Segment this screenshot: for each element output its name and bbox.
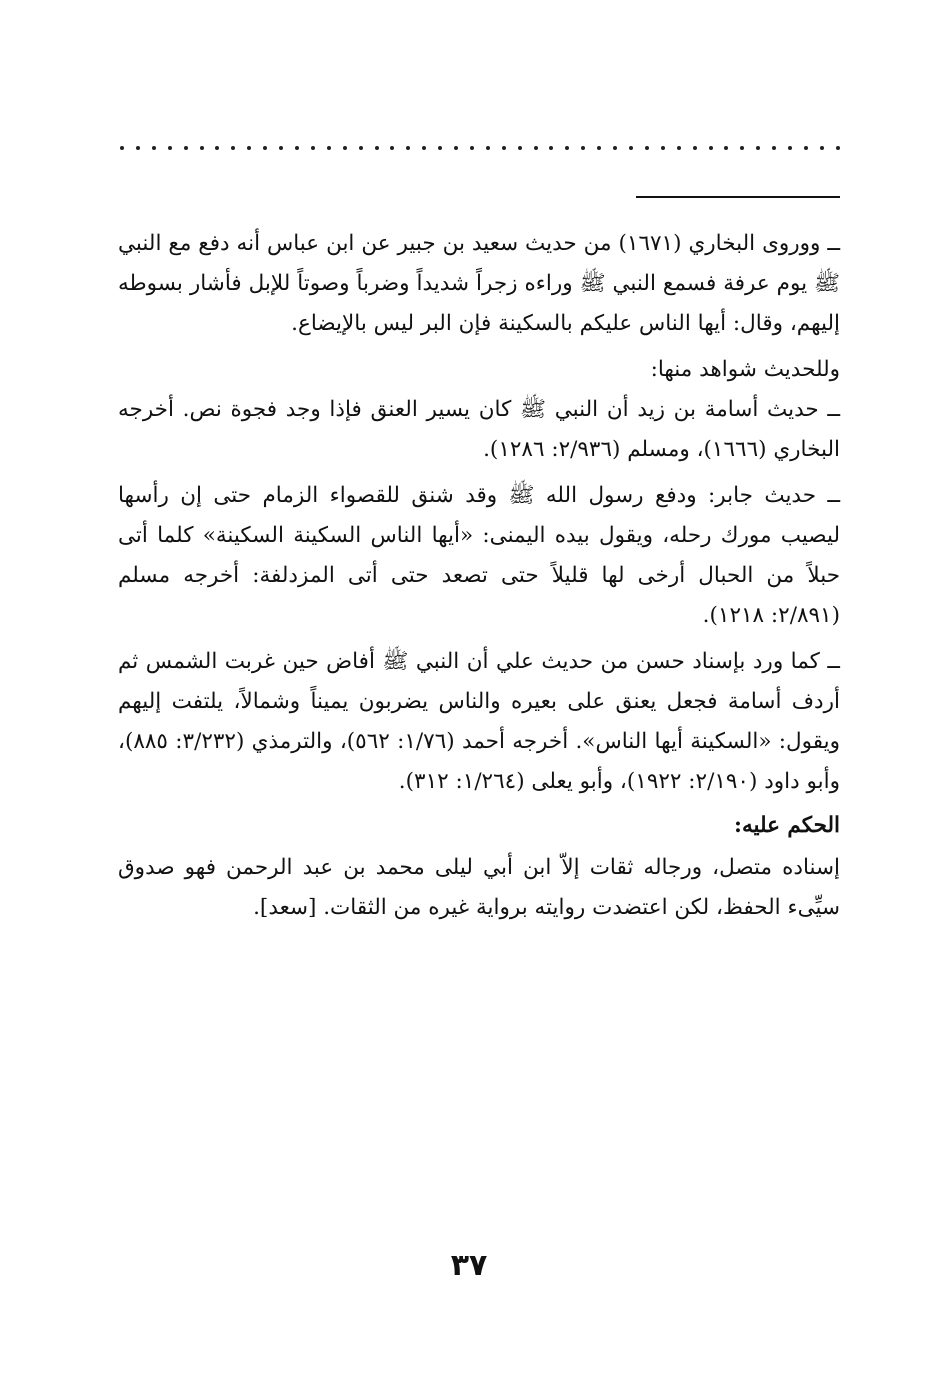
separator-dot xyxy=(693,146,697,150)
separator-dot xyxy=(804,146,808,150)
paragraph-bukhari-narration: ــ ووروى البخاري (١٦٧١) من حديث سعيد بن جبير عن ابن عباس أنه دفع مع النبي ﷺ يوم عرفة فسمع النبي ﷺ وراءه زجراً شديداً وضرباً وصوتاً للإبل فأشار بسوطه إليهم، وقال: أيها الناس عليكم بالسكينة فإن البر ليس بالإيضاع. xyxy=(118,231,841,336)
separator-dot xyxy=(677,146,681,150)
separator-dot xyxy=(470,146,474,150)
separator-dot xyxy=(184,146,188,150)
separator-dot xyxy=(454,146,458,150)
separator-dot xyxy=(486,146,490,150)
separator-dot xyxy=(438,146,442,150)
separator-dot xyxy=(740,146,744,150)
separator-dot xyxy=(263,146,267,150)
separator-dot xyxy=(136,146,140,150)
separator-dot xyxy=(343,146,347,150)
separator-dot xyxy=(152,146,156,150)
separator-dot xyxy=(820,146,824,150)
separator-dot xyxy=(534,146,538,150)
separator-dot xyxy=(311,146,315,150)
separator-dot xyxy=(502,146,506,150)
separator-dot xyxy=(406,146,410,150)
separator-dot xyxy=(597,146,601,150)
page-body xyxy=(118,224,840,934)
separator-dot xyxy=(518,146,522,150)
separator-dot xyxy=(709,146,713,150)
separator-dot xyxy=(359,146,363,150)
separator-dot xyxy=(788,146,792,150)
separator-dot xyxy=(549,146,553,150)
ruling-heading: الحكم عليه: xyxy=(734,813,840,838)
separator-dot xyxy=(724,146,728,150)
paragraph-jabir-hadith: ــ حديث جابر: ودفع رسول الله ﷺ وقد شنق للقصواء الزمام حتى إن رأسها ليصيب مورك رحله، ويقول بيده اليمنى: «أيها الناس السكينة السكينة» كلما أتى حبلاً من الحبال أرخى لها قليلاً حتى تصعد حتى أتى المزدلفة: أخرجه مسلم (٢/٨٩١: ١٢١٨). xyxy=(118,483,840,628)
separator-dot xyxy=(120,146,124,150)
separator-dot xyxy=(168,146,172,150)
separator-dot xyxy=(295,146,299,150)
section-rule xyxy=(636,196,840,198)
separator-dot xyxy=(613,146,617,150)
separator-dot xyxy=(772,146,776,150)
separator-dot xyxy=(327,146,331,150)
separator-dot xyxy=(215,146,219,150)
separator-dot xyxy=(390,146,394,150)
separator-dot xyxy=(200,146,204,150)
dotted-separator xyxy=(120,140,840,156)
ruling-text: إسناده متصل، ورجاله ثقات إلاّ ابن أبي ليلى محمد بن عبد الرحمن فهو صدوق سيِّىء الحفظ، لكن اعتضدت روايته برواية غيره من الثقات. [سعد]. xyxy=(118,855,840,920)
separator-dot xyxy=(629,146,633,150)
separator-dot xyxy=(422,146,426,150)
separator-dot xyxy=(645,146,649,150)
separator-dot xyxy=(581,146,585,150)
separator-dot xyxy=(565,146,569,150)
separator-dot xyxy=(247,146,251,150)
separator-dot xyxy=(661,146,665,150)
separator-dot xyxy=(375,146,379,150)
paragraph-usama-hadith: ــ حديث أسامة بن زيد أن النبي ﷺ كان يسير العنق فإذا وجد فجوة نص. أخرجه البخاري (١٦٦٦)، ومسلم (٢/٩٣٦: ١٢٨٦). xyxy=(118,397,840,462)
separator-dot xyxy=(836,146,840,150)
separator-dot xyxy=(279,146,283,150)
separator-dot xyxy=(756,146,760,150)
page-number: ٣٧ xyxy=(450,1248,488,1283)
separator-dot xyxy=(231,146,235,150)
paragraph-witnesses-intro: وللحديث شواهد منها: xyxy=(650,357,840,382)
paragraph-ali-hadith: ــ كما ورد بإسناد حسن من حديث علي أن النبي ﷺ أفاض حين غربت الشمس ثم أردف أسامة فجعل يعنق على بعيره والناس يضربون يميناً وشمالاً، يلتفت إليهم ويقول: «السكينة أيها الناس». أخرجه أحمد (١/٧٦: ٥٦٢)، والترمذي (٣/٢٣٢: ٨٨٥)، وأبو داود (٢/١٩٠: ١٩٢٢)، وأبو يعلى (١/٢٦٤: ٣١٢). xyxy=(118,649,841,794)
